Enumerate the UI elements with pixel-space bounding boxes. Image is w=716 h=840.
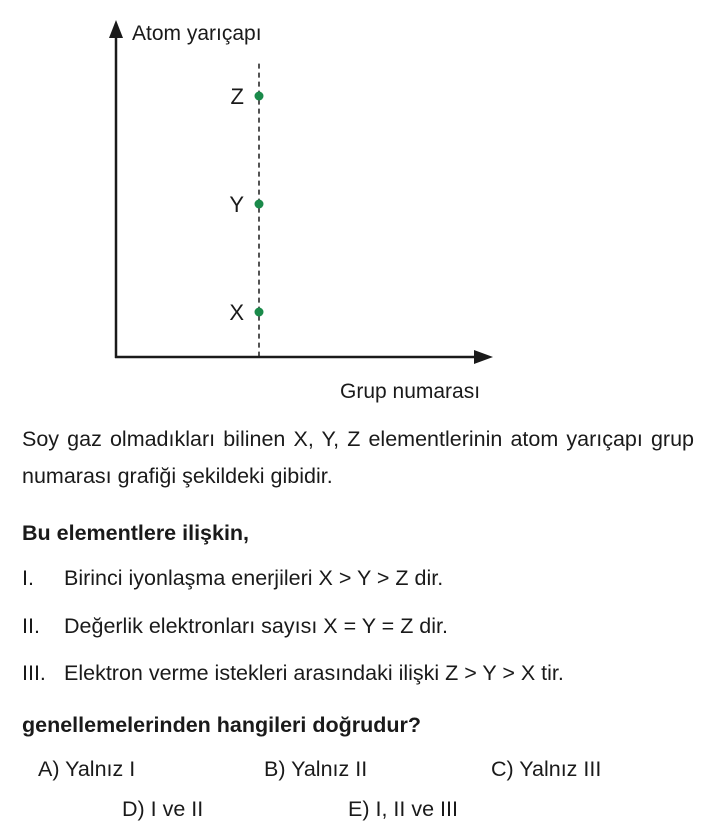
- statement-text: Birinci iyonlaşma enerjileri X > Y > Z dir.: [64, 566, 444, 590]
- question-text: Soy gaz olmadıkları bilinen X, Y, Z elementlerinin atom yarıçapı grup numarası grafiği şekildeki gibidir.: [22, 427, 694, 488]
- question-ask: genellemelerinden hangileri doğrudur?: [22, 713, 421, 737]
- choice-c[interactable]: C) Yalnız III: [491, 757, 602, 781]
- point-label: Y: [229, 192, 244, 217]
- point-label: Z: [230, 84, 244, 109]
- choice-b[interactable]: B) Yalnız II: [264, 757, 368, 781]
- statement-1: [22, 560, 443, 597]
- data-point-y: [255, 200, 264, 209]
- choice-a[interactable]: A) Yalnız I: [38, 757, 136, 781]
- statement-number: I.: [22, 566, 34, 590]
- choice-d[interactable]: D) I ve II: [122, 797, 204, 821]
- statement-3: [22, 655, 564, 692]
- x-axis-arrow-icon: [474, 350, 493, 364]
- y-axis-label: Atom yarıçapı: [132, 22, 262, 45]
- statement-2: [22, 608, 448, 645]
- data-point-z: [255, 92, 264, 101]
- statement-text: Değerlik elektronları sayısı X = Y = Z dir.: [64, 614, 448, 638]
- data-point-x: [255, 308, 264, 317]
- question-lead: Bu elementlere ilişkin,: [22, 521, 250, 545]
- statement-number: II.: [22, 614, 40, 638]
- y-axis-arrow-icon: [109, 20, 123, 38]
- choice-e[interactable]: E) I, II ve III: [348, 797, 458, 821]
- statement-text: Elektron verme istekleri arasındaki ilişki Z > Y > X tir.: [64, 661, 564, 685]
- point-label: X: [229, 300, 244, 325]
- x-axis-label: Grup numarası: [340, 380, 481, 403]
- statement-number: III.: [22, 661, 46, 685]
